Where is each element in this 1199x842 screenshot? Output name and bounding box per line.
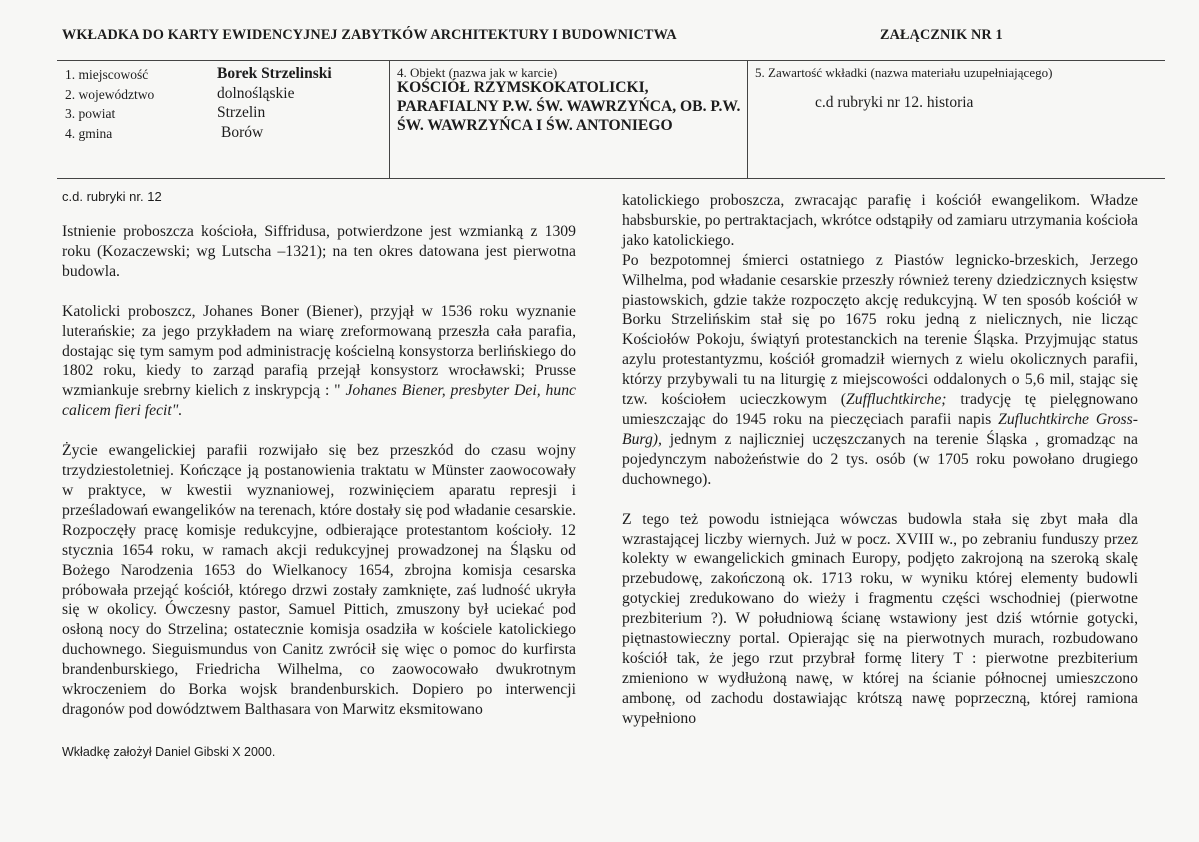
paragraph-text: tradycję tę pielęgnowano umieszczając do 1945 roku na pieczęciach parafii napis bbox=[622, 391, 1138, 428]
contents-label: 5. Zawartość wkładki (nazwa materiału uzupełniającego) bbox=[755, 65, 1053, 80]
paragraph: Istnienie proboszcza kościoła, Siffridusa, potwierdzone jest wzmianką z 1309 roku (Kozaczewski; wg Lutscha –1321); na ten okres datowana jest pierwotna budowla. bbox=[62, 223, 576, 280]
paragraph-text: Po bezpotomnej śmierci ostatniego z Piastów legnicko-brzeskich, Jerzego Wilhelma, pod władanie cesarskie przeszły również tereny dziedzicznych księstw piastowskich, gdzie także rozpoczęto akcję redukcyjną. W ten sposób kościół w Borku Strzelińskim stał się po 1675 roku jedną z nielicznych, nie licząc Kościołów Pokoju, świątyń protestanckich na terenie Śląska. Przyjmując status azylu protestantyzmu, kościół gromadził wiernych z wielu okolicznych parafii, którzy przybywali tu na liturgię z miejscowości oddalonych o 5,6 mil, stając się tzw. kościołem ucieczkowym ( bbox=[622, 251, 1138, 409]
label-powiat: 3. powiat bbox=[65, 106, 116, 121]
left-column bbox=[62, 222, 576, 720]
italic-term: Zuffluchtkirche; bbox=[846, 391, 947, 409]
paragraph-text: jednym z najliczniej uczęszczanych na terenie Śląska , gromadząc na pojedynczym nabożeństwie do 2 tys. osób (w 1705 roku powołano drugiego duchownego). bbox=[622, 430, 1138, 488]
column-divider bbox=[389, 61, 390, 178]
paragraph: Życie ewangelickiej parafii rozwijało się bez przeszkód do czasu wojny trzydziestoletniej. Kończące ją postanowienia traktatu w Münster zaowocowały w praktyce, w kwestii wyznaniowej, rozwinięciem aparatu represji i prześladowań ewangelików na terenach, które dostały się pod władanie cesarskie. Rozpoczęły pracę komisje redukcyjne, odbierające protestantom kościoły. 12 stycznia 1654 roku, w ramach akcji redukcyjnej prowadzonej na Śląsku od Bożego Narodzenia 1653 do Wielkanocy 1654, zbrojna komisja cesarska próbowała przejąć kościół, którego drzwi zostały zamknięte, zaś ludność ukryła się w okolicy. Ówczesny pastor, Samuel Pittich, zmuszony był uciekać pod osłoną nocy do Strzelina; ostatecznie komisja osadziła w kościele katolickiego duchownego. Sieguismundus von Canitz zwrócił się więc o pomoc do kurfirsta brandenburskiego, Friedricha Wilhelma, co zaowocowało dwukrotnym wkroczeniem do Borka wojsk brandenburskich. Dopiero po interwencji dragonów pod dowództwem Balthasara von Marwitz eksmitowano bbox=[62, 442, 576, 718]
annex-label: ZAŁĄCZNIK NR 1 bbox=[880, 27, 1003, 43]
paragraph-text: Katolicki proboszcz, Johanes Boner (Biener), przyjął w 1536 roku wyznanie luterańskie; za jego przykładem na wiarę zreformowaną przeszła cała parafia, dostając się tym samym pod administrację kościelną konsystorza berlińskiego do 1802 roku, kiedy to zarząd parafią przejął konsystorz wrocławski; Prusse wzmiankuje srebrny kielich z inskrypcją : " bbox=[62, 302, 576, 400]
author-note: Wkładkę założył Daniel Gibski X 2000. bbox=[62, 745, 276, 759]
value-miejscowosc: Borek Strzelinski bbox=[217, 65, 332, 82]
contents-value: c.d rubryki nr 12. historia bbox=[815, 94, 974, 111]
label-miejscowosc: 1. miejscowość bbox=[65, 67, 149, 82]
object-label: 4. Obiekt (nazwa jak w karcie) bbox=[397, 65, 558, 80]
column-divider bbox=[747, 61, 748, 178]
paragraph: katolickiego proboszcza, zwracając parafię i kościół ewangelikom. Władze habsburskie, po pertraktacjach, wkrótce odstąpiły od zamiaru utrzymania kościoła jako katolickiego. bbox=[622, 192, 1138, 249]
paragraph bbox=[62, 302, 576, 421]
paragraph bbox=[622, 251, 1138, 490]
section-heading: c.d. rubryki nr. 12 bbox=[62, 189, 162, 204]
location-labels bbox=[65, 65, 154, 143]
right-column bbox=[622, 191, 1138, 729]
info-box bbox=[57, 60, 1165, 179]
object-name: KOŚCIÓŁ RZYMSKOKATOLICKI, PARAFIALNY P.W. ŚW. WAWRZYŃCA, OB. P.W. ŚW. WAWRZYŃCA I ŚW. ANTONIEGO bbox=[397, 79, 741, 134]
location-values bbox=[217, 64, 332, 142]
value-gmina: Borów bbox=[221, 123, 264, 141]
inscription-italic: Johanes Biener, presbyter Dei, hunc calicem fieri fecit". bbox=[62, 382, 576, 420]
label-gmina: 4. gmina bbox=[65, 125, 113, 141]
document-title: WKŁADKA DO KARTY EWIDENCYJNEJ ZABYTKÓW ARCHITEKTURY I BUDOWNICTWA bbox=[62, 27, 677, 43]
value-powiat: Strzelin bbox=[217, 104, 266, 121]
paragraph: Z tego też powodu istniejąca wówczas budowla stała się zbyt mała dla wzrastającej liczby wiernych. Już w pocz. XVIII w., po zebraniu funduszy przez kolekty w ewangelickich gminach Europy, podjęto zakrojoną na szeroką skalę przebudowę, zakończoną ok. 1713 roku, w wyniku której elementy budowli gotyckiej zredukowano do wieży i fragmentu części wschodniej (pierwotne prezbiterium ?). W południową ścianę wstawiony jest dziś wtórnie gotycki, piętnastowieczny portal. Opierając się na pierwotnych murach, rozbudowano kościół tak, że jego rzut przybrał formę litery T : pierwotne prezbiterium zmieniono w wydłużoną nawę, w której na ścianie północnej umieszczono ambonę, od zachodu dostawiając krótszą nawę poprzeczną, której ramiona wypełniono bbox=[622, 510, 1138, 727]
italic-term: Zufluchtkirche Gross-Burg), bbox=[622, 410, 1138, 448]
label-wojewodztwo: 2. województwo bbox=[65, 86, 155, 102]
value-wojewodztwo: dolnośląskie bbox=[217, 84, 295, 102]
